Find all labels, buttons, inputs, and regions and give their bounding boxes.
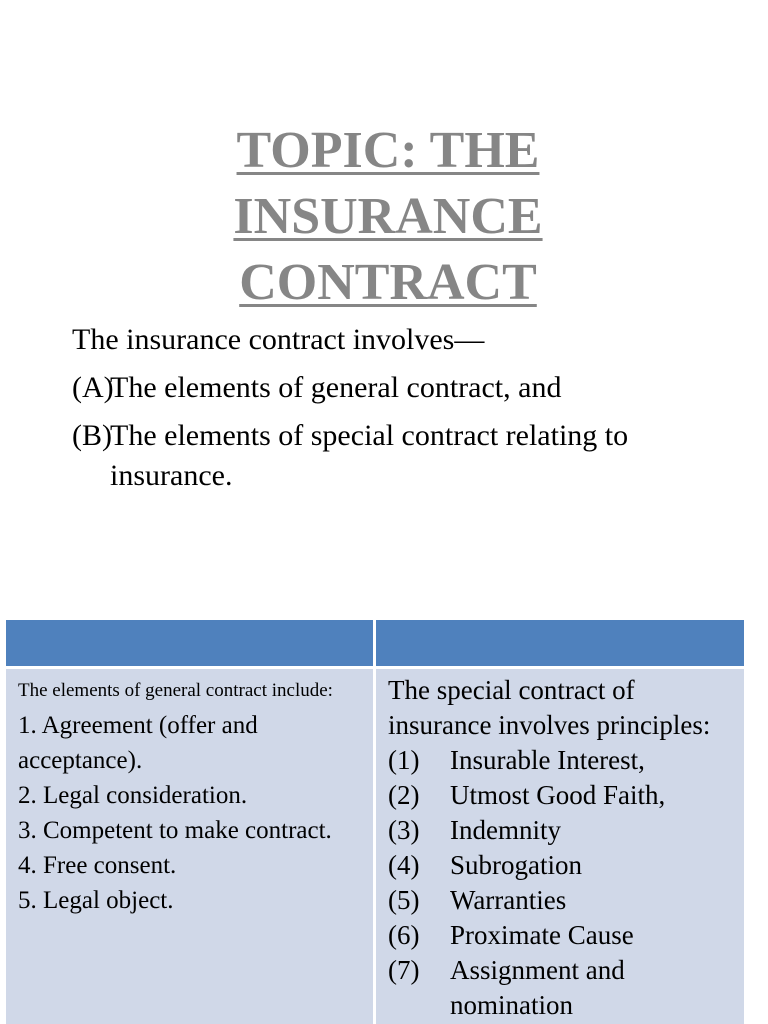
list-item	[388, 813, 738, 848]
item-number: (3)	[388, 815, 420, 845]
item-text: Proximate Cause	[450, 920, 634, 950]
special-contract-content	[388, 673, 738, 1023]
title-line-3: CONTRACT	[239, 254, 537, 311]
item-text: Warranties	[450, 885, 567, 915]
list-item: 4. Free consent.	[18, 852, 177, 879]
item-number: (1)	[388, 745, 420, 775]
item-text: Insurable Interest,	[450, 745, 645, 775]
intro-item-marker: (B)	[72, 419, 112, 452]
list-item	[388, 743, 738, 778]
table-header-cell-1	[6, 620, 373, 666]
general-contract-content	[18, 677, 363, 918]
intro-item-b	[72, 416, 752, 496]
general-contract-cell	[6, 669, 373, 1024]
special-contract-cell	[376, 669, 744, 1024]
title-line-1: TOPIC: THE	[236, 122, 540, 179]
item-text: Indemnity	[450, 815, 561, 845]
title-line-2: INSURANCE	[233, 188, 543, 245]
slide-title	[0, 118, 768, 316]
item-number: (4)	[388, 850, 420, 880]
intro-item-a	[72, 368, 752, 408]
general-contract-intro: The elements of general contract include:	[18, 680, 333, 701]
principles-list	[388, 743, 738, 1023]
intro-lead: The insurance contract involves—	[72, 323, 485, 356]
table-header-row	[6, 620, 744, 666]
item-text: Subrogation	[450, 850, 582, 880]
list-item	[388, 883, 738, 918]
item-number: (2)	[388, 780, 420, 810]
item-text: Utmost Good Faith,	[450, 780, 666, 810]
elements-table	[6, 620, 744, 1024]
list-item: 3. Competent to make contract.	[18, 817, 332, 844]
list-item: 5. Legal object.	[18, 887, 174, 914]
special-contract-intro: The special contract of insurance involves principles:	[388, 675, 711, 740]
list-item	[388, 848, 738, 883]
list-item	[388, 953, 738, 1023]
list-item	[388, 778, 738, 813]
list-item: 2. Legal consideration.	[18, 782, 248, 809]
item-number: (5)	[388, 885, 420, 915]
item-number: (6)	[388, 920, 420, 950]
intro-text	[72, 320, 752, 504]
item-text: Assignment and nomination	[450, 955, 625, 1020]
intro-item-marker: (A)	[72, 371, 114, 404]
general-contract-list	[18, 708, 363, 918]
intro-item-text: The elements of special contract relating to insurance.	[110, 419, 629, 492]
item-number: (7)	[388, 955, 420, 985]
table-header-cell-2	[376, 620, 744, 666]
intro-item-text: The elements of general contract, and	[110, 371, 562, 404]
list-item	[388, 918, 738, 953]
list-item: 1. Agreement (offer and acceptance).	[18, 712, 258, 774]
